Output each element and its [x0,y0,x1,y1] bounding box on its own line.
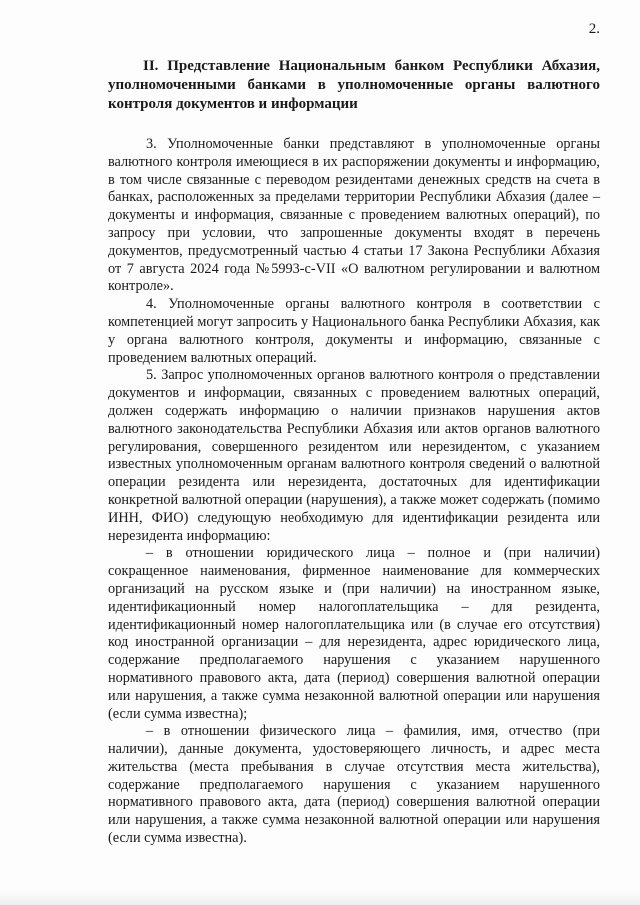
paragraph-3: 3. Уполномоченные банки представляют в уполномоченные органы валютного контроля имеющиеся в их распоряжении документы и информацию, в том числе связанные с переводом резидентами денежных средств на счета в банках, расположенных за пределами территории Республики Абхазия (далее – документы и информация, связанные с проведением валютных операций), по запросу при условии, что запрошенные документы входят в перечень документов, предусмотренный частью 4 статьи 17 Закона Республики Абхазия от 7 августа 2024 года №5993-с-VII «О валютном регулировании и валютном контроле». [108,136,600,295]
paragraph-5: 5. Запрос уполномоченных органов валютного контроля о представлении документов и информации, связанных с проведением валютных операций, должен содержать информацию о наличии признаков нарушения актов валютного законодательства Республики Абхазия или актов органов валютного регулирования, совершенного резидентом или нерезидентом, с указанием известных уполномоченным органам валютного контроля сведений о валютной операции резидента или нерезидента, достаточных для идентификации конкретной валютной операции (нарушения), а также может содержать (помимо ИНН, ФИО) следующую необходимую для идентификации резидента или нерезидента информацию: [108,367,600,544]
section-title: II. Представление Национальным банком Республики Абхазия, уполномоченными банками в уполномоченные органы валютного контроля документов и информации [108,58,600,112]
list-item-legal-entity: – в отношении юридического лица – полное и (при наличии) сокращенное наименования, фирменное наименование для коммерческих организаций на русском языке и (при наличии) на иностранном языке, идентификационный номер налогоплательщика – для резидента, идентификационный номер налогоплательщика или (в случае его отсутствия) код иностранной организации – для нерезидента, адрес юридического лица, содержание предполагаемого нарушения с указанием нарушенного нормативного правового акта, дата (период) совершения валютной операции или нарушения, а также сумма незаконной валютной операции или нарушения (если сумма известна); [108,545,600,722]
scan-edge-shadow [0,891,640,905]
document-body [108,57,600,848]
page-number: 2. [588,21,600,37]
paragraph-4: 4. Уполномоченные органы валютного контроля в соответствии с компетенцией могут запросить у Национального банка Республики Абхазия, как у органа валютного контроля, документы и информацию, связанные с проведением валютных операций. [108,296,600,366]
list-item-individual: – в отношении физического лица – фамилия, имя, отчество (при наличии), данные документа, удостоверяющего личность, и адрес места жительства (места пребывания в случае отсутствия места жительства), содержание предполагаемого нарушения с указанием нарушенного нормативного правового акта, дата (период) совершения валютной операции или нарушения, а также сумма незаконной валютной операции или нарушения (если сумма известна). [108,723,600,847]
